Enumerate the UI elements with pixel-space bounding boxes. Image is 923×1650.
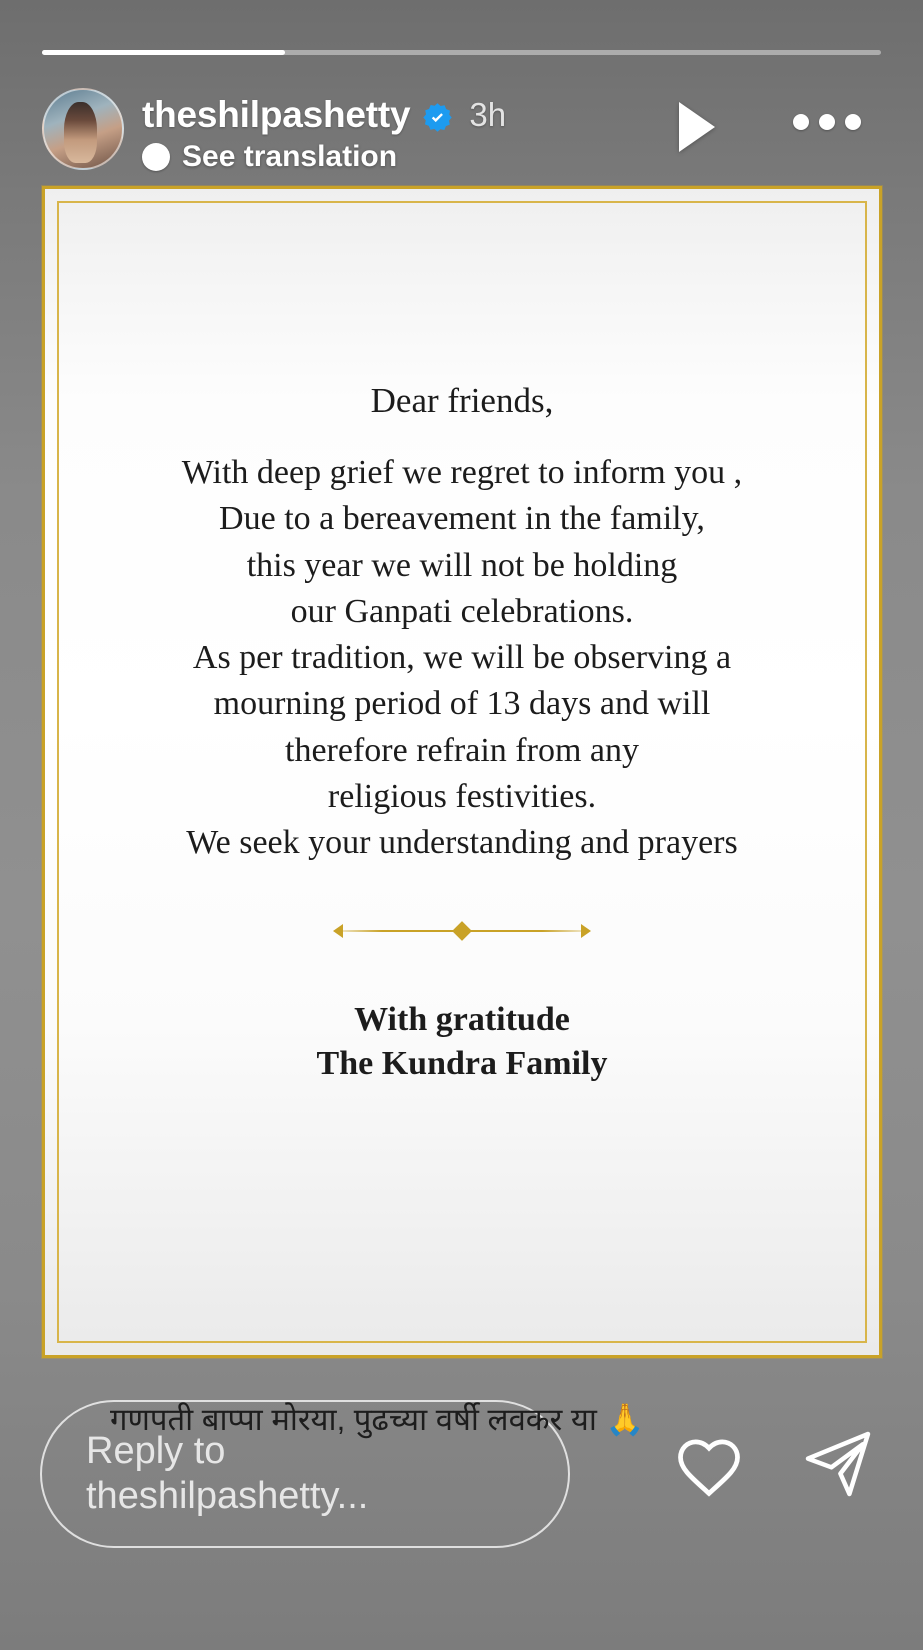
heart-icon	[671, 1429, 747, 1499]
card-message-line: As per tradition, we will be observing a	[192, 639, 732, 677]
play-icon	[679, 102, 715, 152]
card-message-line: this year we will not be holding	[246, 546, 678, 584]
card-message-line: We seek your understanding and prayers	[186, 824, 738, 862]
card-content	[45, 377, 879, 1085]
more-options-button[interactable]	[793, 114, 861, 130]
story-timestamp: 3h	[469, 96, 507, 133]
share-button[interactable]	[801, 1428, 875, 1505]
card-signoff-line2: The Kundra Family	[316, 1044, 608, 1082]
reply-placeholder	[86, 1429, 368, 1519]
card-message-line: mourning period of 13 days and will	[213, 685, 711, 723]
story-header	[42, 88, 883, 173]
card-salutation: Dear friends,	[370, 381, 554, 420]
card-signoff-line1: With gratitude	[354, 1001, 570, 1039]
play-button[interactable]	[679, 102, 723, 154]
story-caption: गणपती बाप्पा मोरया, पुढच्या वर्षी लवकर या 🙏	[110, 1402, 645, 1437]
story-progress-fill	[42, 50, 285, 55]
like-button[interactable]	[671, 1429, 747, 1504]
send-icon	[801, 1428, 875, 1500]
avatar[interactable]	[42, 88, 124, 170]
card-message-line: Due to a bereavement in the family,	[219, 500, 705, 538]
reply-placeholder-line1: Reply to	[86, 1430, 226, 1473]
verified-badge-icon	[422, 102, 453, 133]
more-options-icon-dot2	[819, 114, 835, 130]
card-message-line: religious festivities.	[327, 777, 597, 815]
more-options-icon-dot3	[845, 114, 861, 130]
translate-icon	[142, 143, 170, 171]
see-translation-label: See translation	[182, 140, 398, 173]
story-progress-bar[interactable]	[42, 50, 881, 55]
username-row[interactable]	[142, 94, 506, 136]
avatar-image	[64, 102, 97, 163]
card-message-line: With deep grief we regret to inform you ,	[181, 454, 743, 492]
card-signoff	[105, 998, 819, 1085]
username[interactable]: theshilpashetty	[142, 94, 411, 135]
more-options-icon	[793, 114, 809, 130]
reply-placeholder-line2: theshilpashetty...	[86, 1475, 369, 1517]
card-message-line: our Ganpati celebrations.	[290, 592, 634, 630]
story-card	[42, 186, 882, 1358]
ornamental-divider-icon	[337, 920, 587, 942]
story-actions	[671, 1428, 875, 1505]
card-message-line: therefore refrain from any	[285, 731, 639, 769]
see-translation-button[interactable]	[142, 140, 397, 174]
